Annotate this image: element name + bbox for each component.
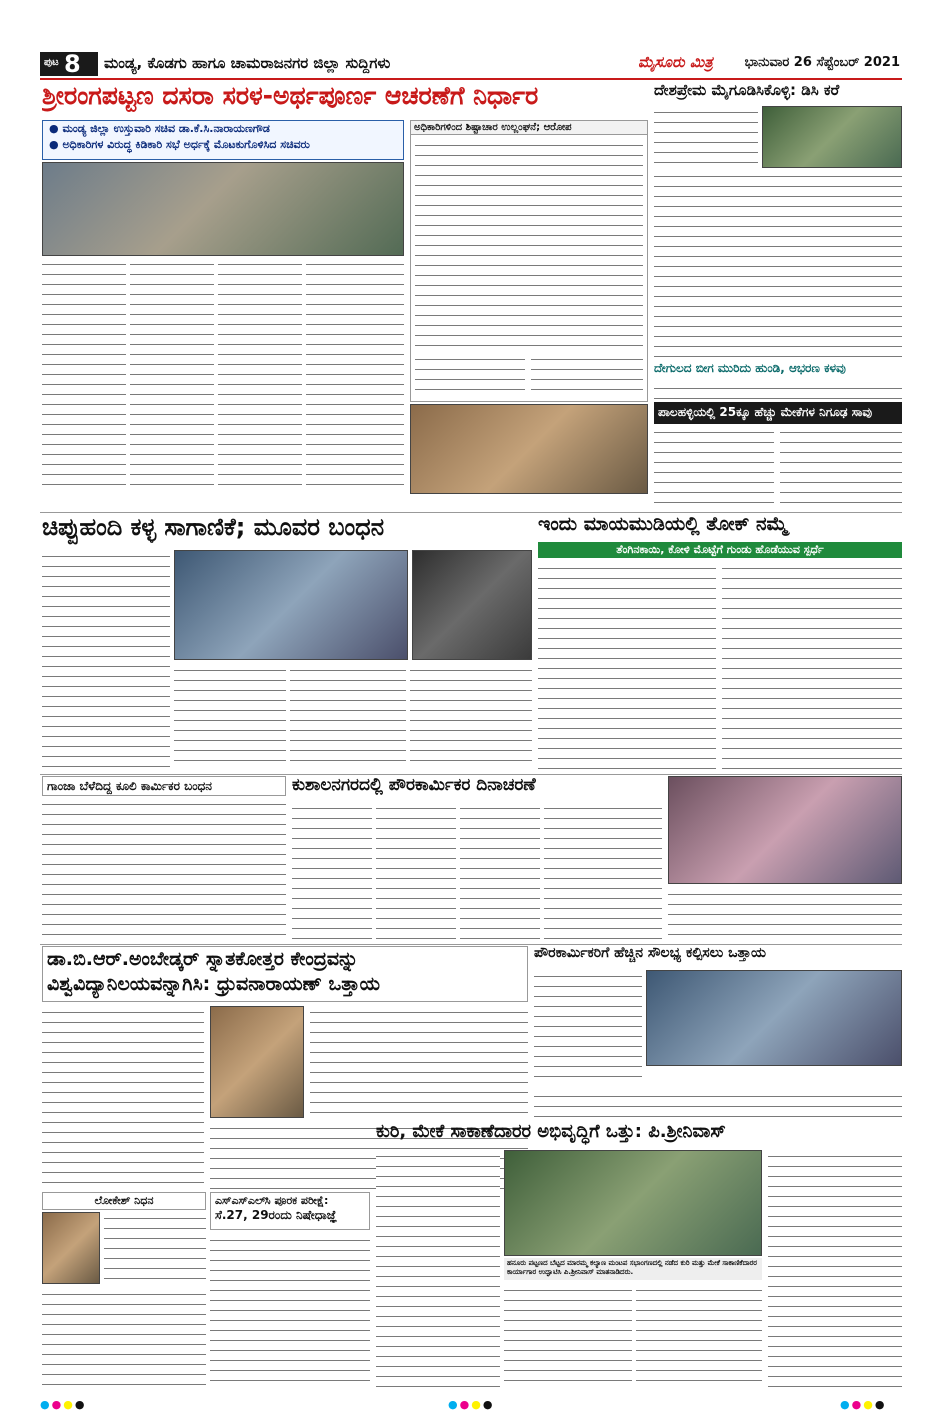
registration-marks: ●●●● [40,1398,87,1411]
page-label: ಪುಟ [44,57,59,68]
goats-photo [410,404,648,494]
sheep-text-2 [504,1284,632,1388]
kushalnagar-headline: ಕುಶಾಲನಗರದಲ್ಲಿ ಪೌರಕಾರ್ಮಿಕರ ದಿನಾಚರಣೆ [292,776,536,795]
goats-headline: ಪಾಲಹಳ್ಳಿಯಲ್ಲಿ 25ಕ್ಕೂ ಹೆಚ್ಚು ಮೇಕೆಗಳ ನಿಗೂಢ ಸಾವು [658,405,873,419]
dasara-sidebar [410,120,648,402]
registration-marks: ●●●● [840,1398,887,1411]
dasara-meeting-photo [42,162,404,256]
page-number: 8 [64,52,81,76]
section-title: ಮಂಡ್ಯ, ಕೊಡಗು ಹಾಗೂ ಚಾಮರಾಜನಗರ ಜಿಲ್ಲಾ ಸುದ್ದಿಗಳು [104,54,391,72]
pangolin-text-4 [410,664,532,770]
ganja-text [42,798,286,940]
deshaprema-photo [762,106,902,168]
dasara-headline: ಶ್ರೀರಂಗಪಟ್ಟಣ ದಸರಾ ಸರಳ-ಅರ್ಥಪೂರ್ಣ ಆಚರಣೆಗೆ ನಿರ್ಧಾರ [42,82,539,110]
dasara-text-col-4 [306,258,404,488]
divider [40,512,902,513]
kushalnagar-text-1 [292,802,372,940]
ambedkar-headline-box [42,946,528,1002]
kushalnagar-text-3 [460,802,540,940]
ambedkar-headline-1: ಡಾ.ಬಿ.ಆರ್.ಅಂಬೇಡ್ಕರ್ ಸ್ನಾತಕೋತ್ತರ ಕೇಂದ್ರವನ್ನು [47,948,359,970]
ganja-headline-box [42,776,286,796]
pourakarmika-headline: ಪೌರಕಾರ್ಮಿಕರಿಗೆ ಹೆಚ್ಚಿನ ಸೌಲಭ್ಯ ಕಲ್ಪಿಸಲು ಒತ್ತಾಯ [534,946,767,961]
pourakarmika-photo [646,970,902,1066]
brand-logo: ಮೈಸೂರು ಮಿತ್ರ [638,53,713,71]
pangolin-text-1 [42,550,170,770]
page-number-box [40,52,98,76]
dasara-sidebar-text-3 [531,353,643,399]
sheep-text-4 [768,1150,902,1388]
registration-marks: ●●●● [448,1398,495,1411]
dasara-bullet-2-text: ಅಧಿಕಾರಿಗಳ ವಿರುದ್ಧ ಕಿಡಿಕಾರಿ ಸಭೆ ಅರ್ಧಕ್ಕೆ ಮೊಟಕುಗೊಳಿಸಿದ ಸಚಿವರು [62,138,310,151]
bullet-icon: ● [49,138,63,151]
kushalnagar-text-4 [544,802,662,940]
dhruvanarayan-photo [210,1006,304,1118]
masthead-rule [40,78,902,80]
ganja-headline: ಗಾಂಜಾ ಬೆಳೆದಿದ್ದ ಕೂಲಿ ಕಾರ್ಮಿಕರ ಬಂಧನ [47,779,212,793]
sslc-headline-box [210,1192,370,1230]
ambedkar-text-1 [42,1006,204,1190]
dasara-text-col-3 [218,258,302,488]
pangolin-text-2 [174,664,286,770]
divider [40,774,902,775]
pangolin-photo [412,550,532,660]
tug-text-2 [722,562,902,770]
sheep-text-3 [636,1284,762,1388]
dasara-sidebar-text-2 [415,353,525,399]
dasara-sidebar-title: ಅಧಿಕಾರಿಗಳಿಂದ ಶಿಷ್ಟಾಚಾರ ಉಲ್ಲಂಘನೆ; ಆರೋಪ [411,121,647,135]
hundi-headline: ದೇಗುಲದ ಬೀಗ ಮುರಿದು ಹುಂಡಿ, ಆಭರಣ ಕಳವು [654,362,846,375]
pourakarmika-text-1 [534,970,642,1086]
bullet-icon: ● [49,122,63,135]
tug-text-1 [538,562,716,770]
tug-headline: ಇಂದು ಮಾಯಮುಡಿಯಲ್ಲಿ ತೋಕ್ ನಮ್ಮೆ [538,514,788,535]
hundi-text [654,382,902,400]
sslc-headline-2: ಸೆ.27, 29ರಂದು ನಿಷೇಧಾಜ್ಞೆ [215,1208,337,1223]
pangolin-headline: ಚಿಪ್ಪುಹಂದಿ ಕಳ್ಳ ಸಾಗಾಣಿಕೆ; ಮೂವರ ಬಂಧನ [42,514,385,541]
dasara-text-col-1 [42,258,126,488]
issue-date: ಭಾನುವಾರ 26 ಸೆಪ್ಟೆಂಬರ್ 2021 [744,55,900,70]
deshaprema-text-2 [654,170,902,360]
sslc-text [210,1234,370,1388]
sheep-headline: ಕುರಿ, ಮೇಕೆ ಸಾಕಾಣೆದಾರರ ಅಭಿವೃದ್ಧಿಗೆ ಒತ್ತು: ಪಿ.ಶ್ರೀನಿವಾಸ್ [376,1122,726,1142]
pangolin-text-3 [290,664,406,770]
pangolin-arrest-photo [174,550,408,660]
dasara-sidebar-text [415,139,643,349]
lokesh-text-1 [104,1212,206,1284]
ambedkar-text-2 [310,1006,528,1118]
dasara-bullet-1-text: ಮಂಡ್ಯ ಜಿಲ್ಲಾ ಉಸ್ತುವಾರಿ ಸಚಿವ ಡಾ.ಕೆ.ಸಿ.ನಾರಾಯಣಗೌಡ [62,122,270,135]
lokesh-headline: ಲೋಕೇಶ್ ನಿಧನ [94,1194,154,1207]
dasara-text-col-2 [130,258,214,488]
dasara-bullet-2 [43,137,403,153]
kushalnagar-text-2 [376,802,456,940]
lokesh-headline-box [42,1192,206,1210]
masthead [40,52,902,76]
sheep-text-1 [376,1150,500,1388]
divider [40,944,902,945]
deshaprema-headline: ದೇಶಪ್ರೇಮ ಮೈಗೂಡಿಸಿಕೊಳ್ಳಿ: ಡಿಸಿ ಕರೆ [654,82,840,99]
dasara-bullets [42,120,404,160]
tug-subheadline: ತೆಂಗಿನಕಾಯಿ, ಕೋಳಿ ಮೊಟ್ಟೆಗೆ ಗುಂಡು ಹೊಡೆಯುವ ಸ್ಪರ್ಧೆ [538,542,902,558]
goats-headline-bar [654,402,902,424]
pourakarmika-text-2 [534,1090,902,1120]
sheep-photo-caption: ಹನೂರು ಪಟ್ಟಣದ ಬೆಟ್ಟದ ಮಾರಮ್ಮ ಕಲ್ಯಾಣ ಮಂಟಪ ಸಭಾಂಗಣದಲ್ಲಿ ನಡೆದ ಕುರಿ ಮತ್ತು ಮೇಕೆ ಸಾಕಾಣಿಕೆದಾರರ ಕಾರ್ಯಾಗಾರ ಉದ್ಘಾಟಿಸಿ ಪಿ.ಶ್ರೀನಿವಾಸ್ ಮಾತನಾಡಿದರು. [504,1258,762,1280]
lokesh-text-2 [42,1288,206,1388]
lokesh-portrait [42,1212,100,1284]
goats-text-1 [654,426,774,508]
kushalnagar-photo [668,776,902,884]
sheep-workshop-photo [504,1150,762,1256]
goats-text-2 [780,426,902,508]
ambedkar-headline-2: ವಿಶ್ವವಿದ್ಯಾನಿಲಯವನ್ನಾಗಿಸಿ: ಧ್ರುವನಾರಾಯಣ್ ಒತ್ತಾಯ [47,972,380,995]
sslc-headline-1: ಎಸ್‍ಎಸ್‍ಎಲ್‍ಸಿ ಪೂರಕ ಪರೀಕ್ಷೆ: [215,1194,329,1207]
dasara-bullet-1 [43,121,403,137]
kushalnagar-caption-text [668,888,902,940]
deshaprema-text-1 [654,106,758,168]
